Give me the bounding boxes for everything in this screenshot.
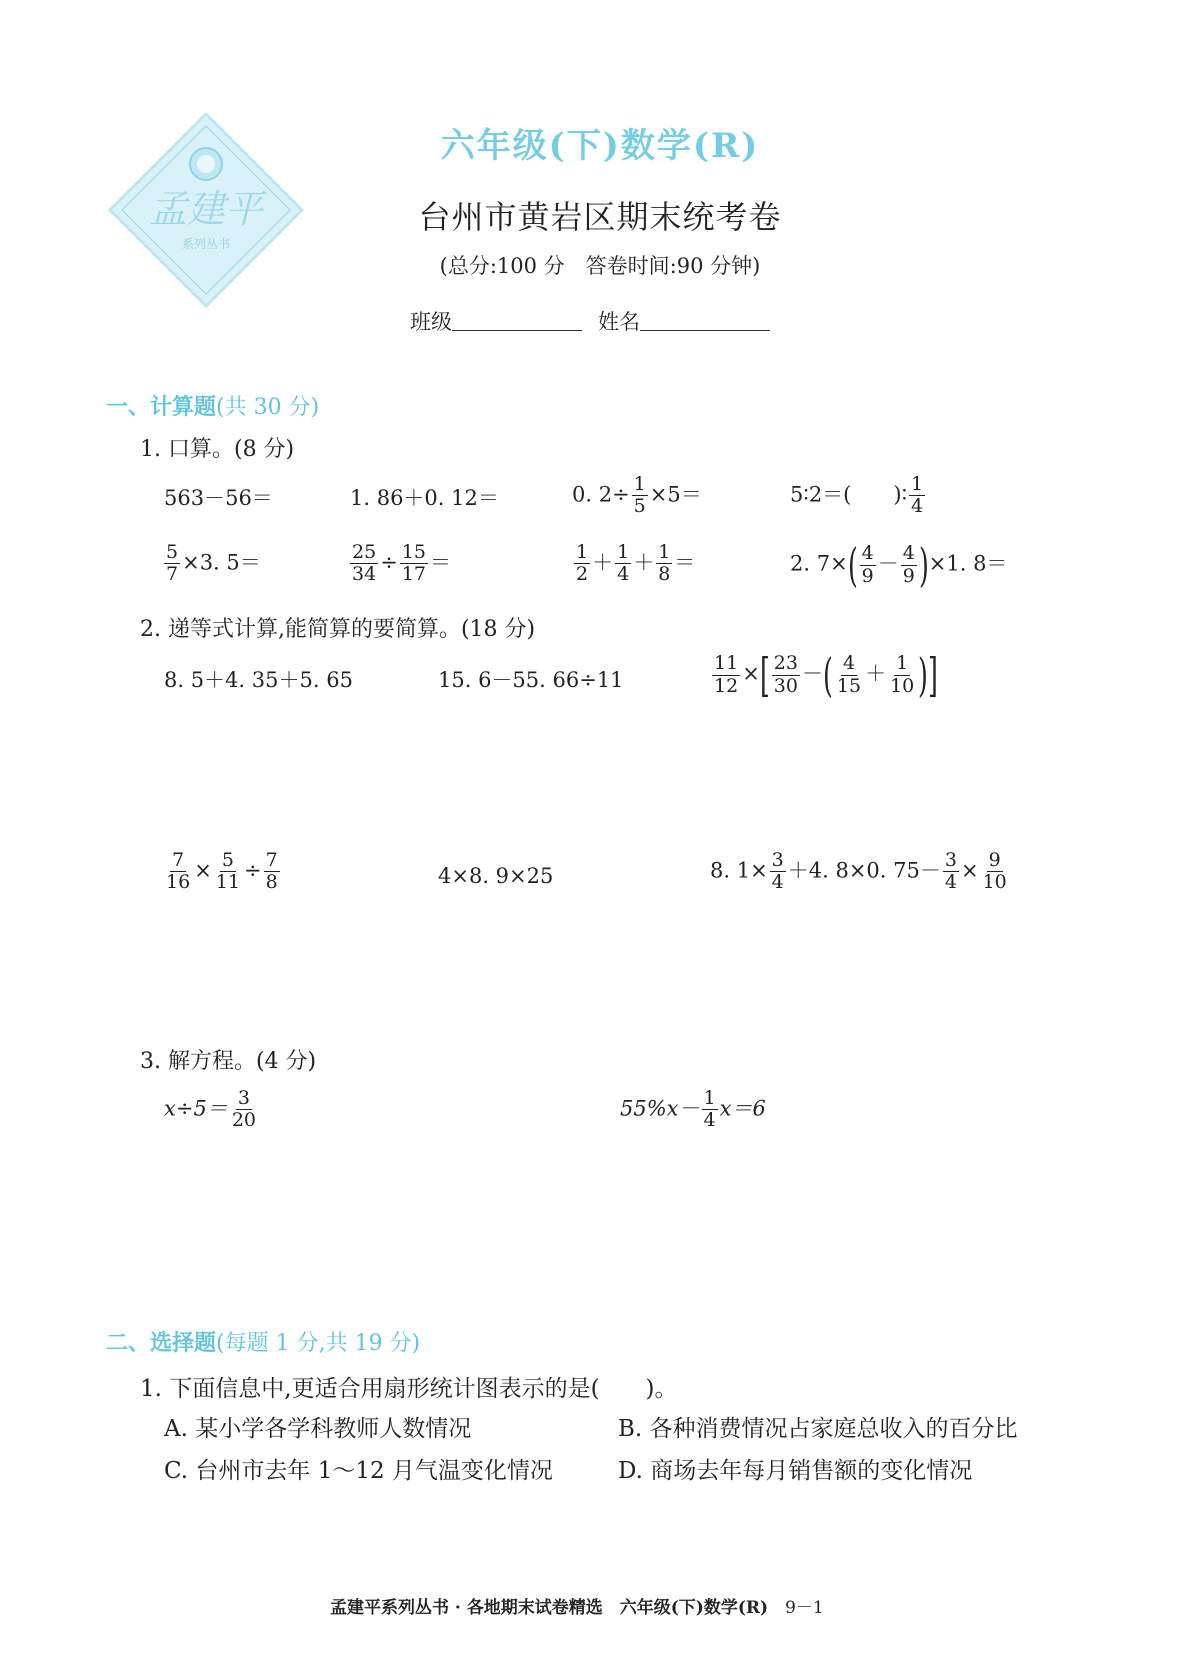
q2-expr-3: $\frac{11}{12}$ ×[ $\frac{23}{30}$ －( $\frac{4}{15}$ ＋ $\frac{1}{10}$ )] [714, 648, 939, 702]
grade-title: 六年级(下)数学(R) [440, 126, 760, 166]
fraction: $\frac{5}{7}$ [166, 541, 179, 586]
q3-label: 3. 解方程。(4 分) [140, 1049, 317, 1074]
page-number: 9－1 [785, 1598, 824, 1618]
q2-expr-4: $\frac{7}{16}$ × $\frac{5}{11}$ ÷ $\frac{7}{8}$ [166, 849, 278, 894]
svg-text:孟建平: 孟建平 [148, 187, 264, 231]
choice-option-a: A. 某小学各学科教师人数情况 [164, 1416, 472, 1442]
fraction: $\frac{1}{5}$ [633, 473, 646, 518]
name-field [598, 306, 770, 336]
footer [330, 1593, 824, 1618]
choice-option-c: C. 台州市去年 1～12 月气温变化情况 [164, 1458, 553, 1484]
q2-expr-2: 15. 6－55. 66÷11 [438, 668, 624, 692]
q1-expr-1: 563－56＝ [164, 486, 273, 510]
score-info: (总分:100 分 答卷时间:90 分钟) [439, 254, 761, 278]
footer-text: 孟建平系列丛书 · 各地期末试卷精选 六年级(下)数学(R) [330, 1598, 769, 1618]
q1-expr-3: 0. 2÷ $\frac{1}{5}$ ×5＝ [572, 473, 702, 518]
section1-title: 一、计算题 [106, 394, 217, 420]
section2-heading [106, 1326, 420, 1357]
choice-option-d: D. 商场去年每月销售额的变化情况 [618, 1458, 973, 1484]
q3-equation-1: x÷5＝ $\frac{3}{20}$ [164, 1087, 256, 1132]
class-label: 班级 [410, 310, 452, 334]
q1-label: 1. 口算。(8 分) [140, 437, 295, 462]
q1-expr-4: 5∶2＝( )∶ $\frac{1}{4}$ [790, 473, 924, 518]
q2-expr-5: 4×8. 9×25 [438, 864, 554, 888]
class-field [410, 306, 582, 336]
q1-expr-5: $\frac{5}{7}$ ×3. 5＝ [166, 541, 261, 586]
q1-expr-6: $\frac{25}{34}$ ÷ $\frac{15}{17}$ ＝ [352, 541, 451, 586]
q1-expr-7: $\frac{1}{2}$ ＋ $\frac{1}{4}$ ＋ $\frac{1}{8}$ ＝ [576, 541, 696, 586]
name-label: 姓名 [598, 310, 640, 334]
section1-heading [106, 390, 319, 421]
q2-label: 2. 递等式计算,能简算的要简算。(18 分) [140, 617, 536, 642]
q2-expr-6: 8. 1× $\frac{3}{4}$ ＋4. 8×0. 75－ $\frac{3}{4}$ × $\frac{9}{10}$ [710, 849, 1007, 894]
q1-expr-2: 1. 86＋0. 12＝ [350, 486, 499, 510]
section2-points: (每题 1 分,共 19 分) [216, 1331, 421, 1356]
name-blank [640, 310, 770, 331]
choice-q1-label: 1. 下面信息中,更适合用扇形统计图表示的是( )。 [140, 1376, 678, 1402]
q3-equation-2: 55%x－ $\frac{1}{4}$ x＝6 [620, 1087, 766, 1132]
section2-title: 二、选择题 [106, 1330, 217, 1356]
svg-text:系列丛书: 系列丛书 [181, 237, 231, 251]
q1-expr-8: 2. 7×( $\frac{4}{9}$ － $\frac{4}{9}$ )×1. 8＝ [790, 538, 1008, 592]
section1-points: (共 30 分) [216, 395, 320, 420]
class-blank [452, 310, 582, 331]
fraction: $\frac{1}{4}$ [911, 473, 924, 518]
exam-title: 台州市黄岩区期末统考卷 [418, 198, 782, 236]
q2-expr-1: 8. 5＋4. 35＋5. 65 [164, 668, 353, 692]
choice-option-b: B. 各种消费情况占家庭总收入的百分比 [618, 1416, 1018, 1442]
